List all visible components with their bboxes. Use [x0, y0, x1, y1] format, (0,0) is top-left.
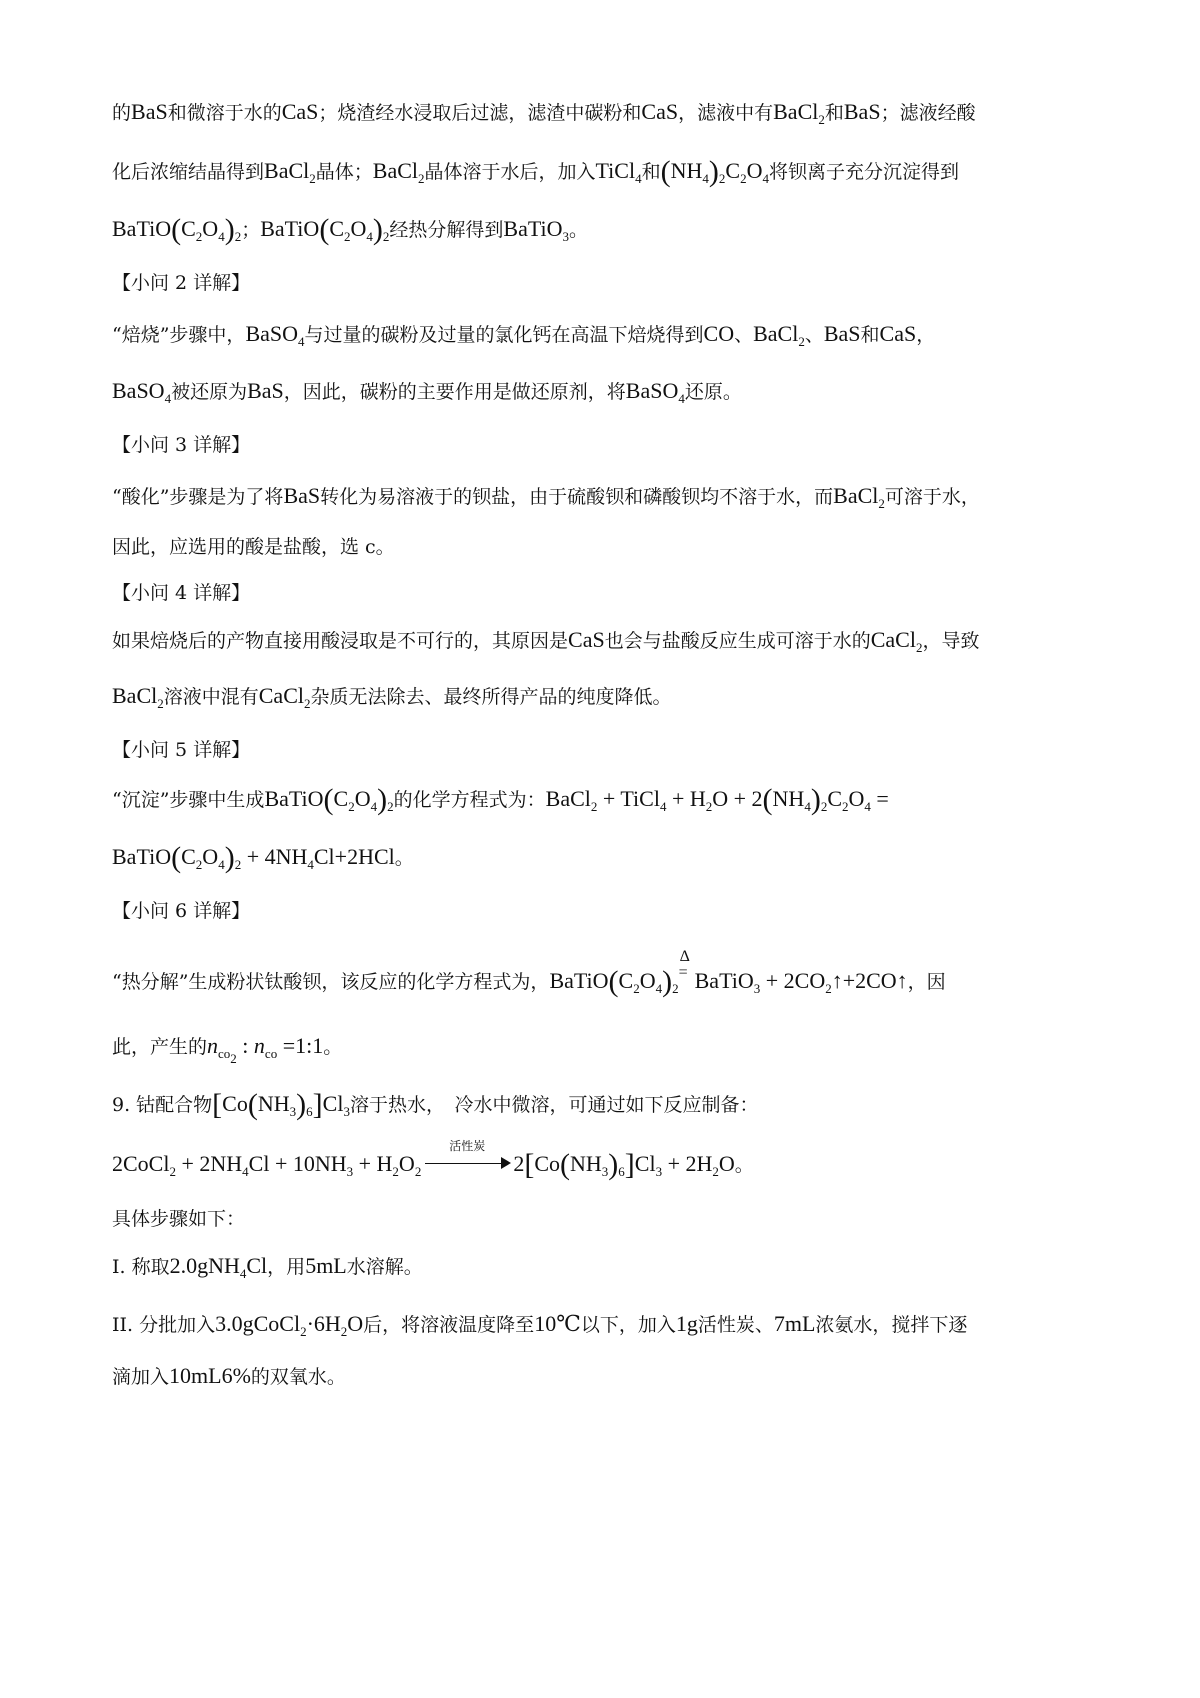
text-line: 如果焙烧后的产物直接用酸浸取是不可行的，其原因是CaS也会与盐酸反应生成可溶于水的CaCl$_2$，导致 — [112, 627, 980, 655]
section-heading: 【小问 5 详解】 — [112, 739, 251, 761]
text-line: “沉淀”步骤中生成$BaTiO(C_2O_4)_2$的化学方程式为：BaCl$_2$ + TiCl$_4$ + $H_2O + 2(NH_4)_2C_2O_4$ = — [112, 783, 889, 816]
section-heading: 【小问 3 详解】 — [112, 434, 251, 456]
text-line: BaCl$_2$溶液中混有CaCl$_2$杂质无法除去、最终所得产品的纯度降低。 — [112, 683, 672, 711]
text-line: “酸化”步骤是为了将BaS转化为易溶液于的钡盐，由于硫酸钡和磷酸钡均不溶于水，而BaCl$_2$可溶于水， — [112, 483, 980, 511]
question-9-intro: 9. 钴配合物$[Co(NH_3)_6]Cl_3$溶于热水， 冷水中微溶，可通过如下反应制备： — [112, 1088, 759, 1121]
reaction-equation: 2CoCl$_2$ + $2NH_4Cl + 10NH_3 + H_2O_2$ 活性炭 $2[Co(NH_3)_6]Cl_3 + 2H_2O$。 — [112, 1139, 754, 1181]
step-1: I. 称取2.0gNH$_4$Cl，用5mL水溶解。 — [112, 1253, 423, 1281]
text-line: $BaTiO(C_2O_4)_2$；$BaTiO(C_2O_4)_2$经热分解得到BaTiO$_3$。 — [112, 213, 589, 246]
step-2: II. 分批加入$3.0gCoCl_2\cdot 6H_2O$后，将溶液温度降至10℃以下，加入1g活性炭、7mL浓氨水，搅拌下逐 — [112, 1311, 968, 1339]
text-line: $BaTiO(C_2O_4)_2 + 4NH_4Cl+2HCl$。 — [112, 841, 414, 874]
text-line: “热分解”生成粉状钛酸钡，该反应的化学方程式为，$BaTiO(C_2O_4)_2$ Δ = BaTiO$_3$ + $2CO_2↑+2CO↑$，因 — [112, 948, 946, 998]
section-heading: 【小问 4 详解】 — [112, 582, 251, 604]
text-line: 化后浓缩结晶得到BaCl$_2$晶体；BaCl$_2$晶体溶于水后，加入TiCl$_4$和$(NH_4)_2C_2O_4$将钡离子充分沉淀得到 — [112, 155, 959, 188]
text-line: 因此，应选用的酸是盐酸，选 c。 — [112, 536, 395, 558]
text-line: 的BaS和微溶于水的CaS；烧渣经水浸取后过滤，滤渣中碳粉和CaS，滤液中有BaCl$_2$和BaS；滤液经酸 — [112, 99, 976, 127]
step-2-continued: 滴加入10mL6%的双氧水。 — [112, 1363, 346, 1388]
text-line: 此，产生的$n_{co_2}$ : $n_{co}$ =1:1。 — [112, 1033, 343, 1066]
section-heading: 【小问 2 详解】 — [112, 272, 251, 294]
section-heading: 【小问 6 详解】 — [112, 900, 251, 922]
text-line: “焙烧”步骤中，BaSO$_4$与过量的碳粉及过量的氯化钙在高温下焙烧得到CO、BaCl$_2$、BaS和CaS， — [112, 321, 936, 349]
text-line: 具体步骤如下： — [112, 1208, 246, 1230]
text-line: BaSO$_4$被还原为BaS，因此，碳粉的主要作用是做还原剂，将BaSO$_4$还原。 — [112, 378, 742, 406]
